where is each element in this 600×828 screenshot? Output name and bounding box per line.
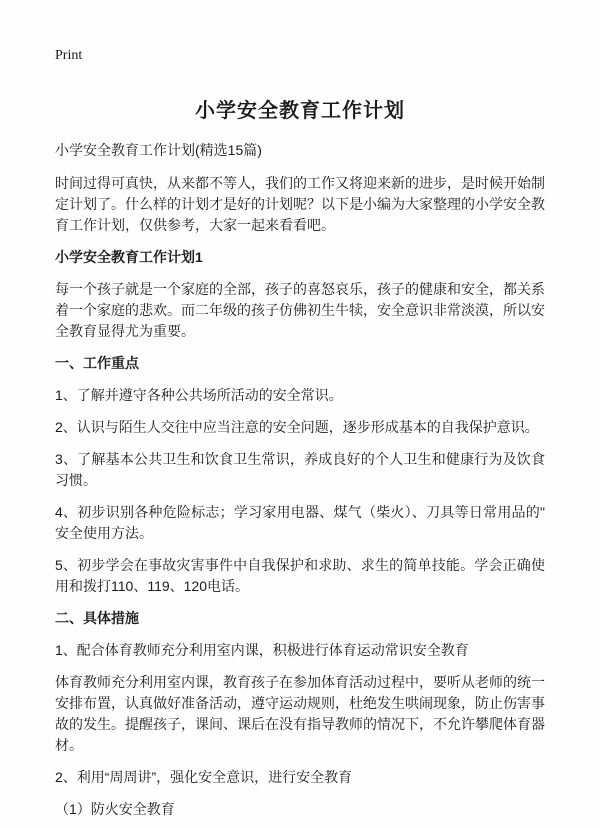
work-focus-item-1: 1、了解并遵守各种公共场所活动的安全常识。 — [55, 387, 343, 403]
print-button[interactable]: Print — [55, 48, 83, 63]
measure-2: 2、利用“周周讲”，强化安全意识，进行安全教育 — [55, 769, 353, 785]
plan1-intro-paragraph: 每一个孩子就是一个家庭的全部，孩子的喜怒哀乐，孩子的健康和安全，都关系着一个家庭的悲欢。而二年级的孩子仿佛初生牛犊，安全意识非常淡漠，所以安全教育显得尤为重要。 — [55, 281, 545, 339]
measures-heading: 二、具体措施 — [55, 610, 139, 626]
document-subtitle: 小学安全教育工作计划(精选15篇) — [55, 142, 262, 158]
work-focus-item-4: 4、初步识别各种危险标志；学习家用电器、煤气（柴火）、刀具等日常用品的ʺ安全使用方法。 — [55, 504, 545, 541]
measure-2-sub-item-1: （1）防火安全教育 — [55, 801, 175, 817]
work-focus-item-5: 5、初步学会在事故灾害事件中自我保护和求助、求生的简单技能。学会正确使用和拨打110、119、120电话。 — [55, 557, 545, 594]
page-title: 小学安全教育工作计划 — [195, 100, 405, 122]
work-focus-item-2: 2、认识与陌生人交往中应当注意的安全问题，逐步形成基本的自我保护意识。 — [55, 419, 539, 435]
measure-1: 1、配合体育教师充分利用室内课，积极进行体育运动常识安全教育 — [55, 642, 469, 658]
intro-paragraph: 时间过得可真快，从来都不等人，我们的工作又将迎来新的进步，是时候开始制定计划了。什么样的计划才是好的计划呢？以下是小编为大家整理的小学安全教育工作计划，仅供参考，大家一起来看看吧。 — [55, 175, 545, 233]
work-focus-heading: 一、工作重点 — [55, 355, 139, 371]
measure-1-detail: 体育教师充分利用室内课，教育孩子在参加体育活动过程中，要听从老师的统一安排布置，认真做好准备活动，遵守运动规则，杜绝发生哄闹现象，防止伤害事故的发生。提醒孩子，课间、课后在没有指导教师的情况下，不允许攀爬体育器材。 — [55, 674, 545, 753]
work-focus-item-3: 3、了解基本公共卫生和饮食卫生常识，养成良好的个人卫生和健康行为及饮食习惯。 — [55, 451, 545, 488]
plan1-heading: 小学安全教育工作计划1 — [55, 249, 203, 265]
